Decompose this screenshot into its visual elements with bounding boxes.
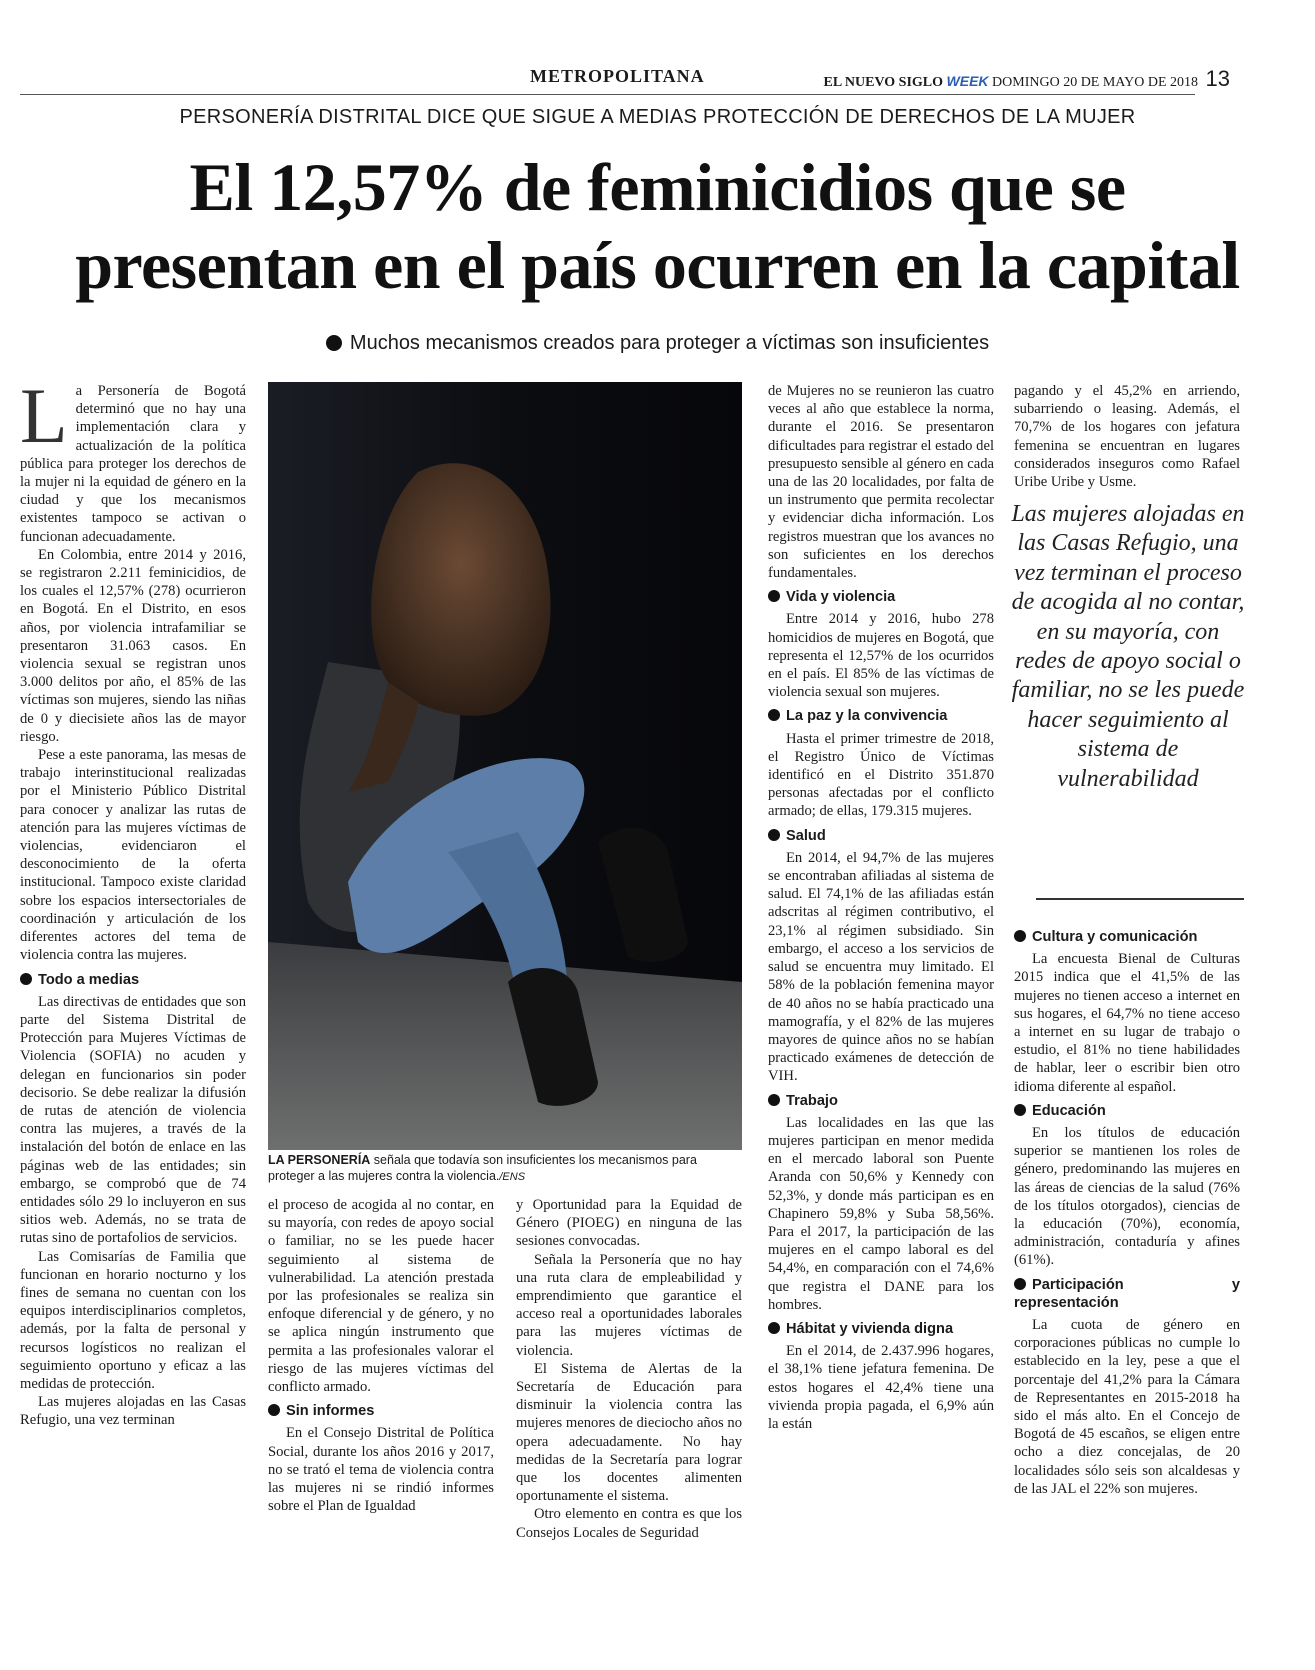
section-name: METROPOLITANA bbox=[530, 66, 705, 86]
article-paragraph: En 2014, el 94,7% de las mujeres se encontraban afiliadas al sistema de salud. El 74,1% de las afiliadas están adscritas al régimen contributivo, el 23,1% al régimen subsidiado. Sin embargo, el acceso a los servicios de salud se encuentra muy limitado. El 58% de la población femenina mayor de 40 años no se había practicado una mamografía, y el 82% de las mujeres mayores de quince años no se habían practicado exámenes de detección de VIH. bbox=[768, 849, 994, 1085]
article-paragraph: Entre 2014 y 2016, hubo 278 homicidios de mujeres en Bogotá, que representa el 12,57% de los ocurridos en el país. El 85% de las víctimas de violencia sexual son mujeres. bbox=[768, 611, 994, 701]
caption-text: señala que todavía son insuficientes los mecanismos para proteger a las mujeres contra la violencia. bbox=[268, 1153, 697, 1183]
article-paragraph: Pese a este panorama, las mesas de trabajo interinstitucional realizadas por el Ministerio Público Distrital para conocer y analizar las rutas de atención para las mujeres víctimas de violencias, evidenciaron el desconocimiento de la oferta institucional. Tampoco existe claridad sobre los espacios intersectoriales de coordinación y articulación de los diferentes actores del tema de violencia contra las mujeres. bbox=[20, 747, 246, 964]
pull-quote: Las mujeres alojadas en las Casas Refugio, una vez terminan el proceso de acogida al no contar, en su mayoría, con redes de apoyo social o familiar, no se les puede hacer seguimiento al sistema de vulnerabilidad bbox=[1011, 501, 1245, 792]
photo-caption bbox=[268, 1152, 742, 1185]
headline-line-1: El 12,57% de feminicidios que se bbox=[189, 149, 1126, 225]
bullet-icon bbox=[768, 829, 780, 841]
bullet-icon bbox=[326, 335, 342, 351]
photo-credit: /ENS bbox=[499, 1171, 526, 1183]
header-rule bbox=[20, 94, 1195, 95]
photo-illustration bbox=[268, 382, 742, 1150]
bullet-icon bbox=[1014, 1278, 1026, 1290]
article-paragraph: El Sistema de Alertas de la Secretaría de Educación para disminuir la violencia contra las mujeres menores de dieciocho años no opera adecuadamente. No hay medidas de la Secretaría para lograr que los docentes alimenten oportunamente el sistema. bbox=[516, 1360, 742, 1505]
section-heading: Salud bbox=[768, 827, 994, 845]
article-paragraph: y Oportunidad para la Equidad de Género (PIOEG) en ninguna de las sesiones convocadas. bbox=[516, 1197, 742, 1250]
headline bbox=[20, 148, 1295, 304]
bullet-icon bbox=[768, 1094, 780, 1106]
bullet-icon bbox=[1014, 930, 1026, 942]
article-paragraph: Otro elemento en contra es que los Consejos Locales de Seguridad bbox=[516, 1506, 742, 1541]
article-paragraph: La Personería de Bogotá determinó que no hay una implementación clara y actualización de la política pública para proteger los derechos de la mujer ni la equidad de género en la ciudad y que los mecanismos existentes tampoco se activan o funcionan adecuadamente. bbox=[20, 382, 246, 545]
article-paragraph: Las localidades en las que las mujeres participan en menor medida en el mercado laboral son Puente Aranda con 50,6% y Kennedy con 52,3%, y donde más participan es en Chapinero 59,8% y Suba 58,56%. Para el 2017, la participación de las mujeres en el campo laboral es del 54,4%, en comparación con el 74,6% que registra el DANE para los hombres. bbox=[768, 1114, 994, 1313]
article-column-3 bbox=[516, 1196, 742, 1636]
bullet-icon bbox=[268, 1404, 280, 1416]
kicker: PERSONERÍA DISTRITAL DICE QUE SIGUE A MEDIAS PROTECCIÓN DE DERECHOS DE LA MUJER bbox=[179, 106, 1136, 128]
bullet-icon bbox=[768, 709, 780, 721]
publication-name: EL NUEVO SIGLO bbox=[823, 75, 944, 90]
article-paragraph: La encuesta Bienal de Culturas 2015 indica que el 41,5% de las mujeres no tienen acceso a internet en sus hogares, el 64,7% no tiene acceso a internet en su lugar de trabajo o estudio, el 81% no tiene habilidades de hablar, leer o escribir bien otro idioma diferente al español. bbox=[1014, 951, 1240, 1095]
article-paragraph: La cuota de género en corporaciones públicas no cumple lo establecido en la ley, pese a que el porcentaje del 41,2% para la Cámara de Representantes en 2015-2018 ha sido el más alto. En el Concejo de Bogotá de 45 escaños, se eligen entre ocho a diez concejalas, de 20 localidades sólo seis son alcaldesas y de las JAL el 22% son mujeres. bbox=[1014, 1317, 1240, 1497]
section-heading: Participación y representación bbox=[1014, 1276, 1240, 1311]
bullet-icon bbox=[768, 1322, 780, 1334]
drop-cap: L bbox=[20, 382, 68, 459]
article-paragraph: En Colombia, entre 2014 y 2016, se registraron 2.211 feminicidios, de los cuales el 12,57% (278) ocurrieron en Bogotá. En el Distrito, en esos años, por violencia intrafamiliar se presentaron 31.063 casos. En violencia sexual se registran unos 3.000 delitos por año, el 85% de las víctimas son mujeres, siendo las niñas de 0 y diecisiete años las de mayor riesgo. bbox=[20, 546, 246, 745]
article-paragraph: el proceso de acogida al no contar, en su mayoría, con redes de apoyo social o familiar, no se les puede hacer seguimiento al sistema de vulnerabilidad. La atención prestada por las profesionales se realiza sin enfoque diferencial y de género, y no se aplica ningún instrumento que permita a las profesionales valorar el riesgo de las mujeres víctimas del conflicto armado. bbox=[268, 1197, 494, 1396]
article-paragraph: Señala la Personería que no hay una ruta clara de empleabilidad y emprendimiento que garantice el acceso real a oportunidades laborales para las mujeres víctimas de violencia. bbox=[516, 1251, 742, 1359]
article-column-4 bbox=[768, 382, 994, 1632]
section-heading: Cultura y comunicación bbox=[1014, 928, 1240, 946]
bullet-icon bbox=[20, 973, 32, 985]
pull-quote-rule bbox=[1036, 898, 1244, 900]
article-column-5-top bbox=[1014, 382, 1240, 512]
issue-date: DOMINGO 20 DE MAYO DE 2018 bbox=[992, 75, 1199, 90]
section-heading: Vida y violencia bbox=[768, 588, 994, 606]
article-paragraph: En los títulos de educación superior se mantienen los roles de género, predominando las mujeres en las áreas de ciencias de la salud (76% de los títulos otorgados), ciencias de la educación (70%), economía, administración, contaduría y afines (61%). bbox=[1014, 1125, 1240, 1269]
article-column-1 bbox=[20, 382, 246, 1632]
article-paragraph: Las mujeres alojadas en las Casas Refugio, una vez terminan bbox=[20, 1394, 246, 1429]
article-paragraph: Hasta el primer trimestre de 2018, el Registro Único de Víctimas identificó en el Distrito 351.870 personas afectadas por el conflicto armado; de ellas, 179.315 mujeres. bbox=[768, 730, 994, 820]
article-paragraph: En el Consejo Distrital de Política Social, durante los años 2016 y 2017, no se trató el tema de violencia contra las mujeres ni se rindió informes sobre el Plan de Igualdad bbox=[268, 1425, 494, 1515]
bullet-icon bbox=[768, 590, 780, 602]
section-heading: Sin informes bbox=[268, 1402, 494, 1420]
section-heading: Hábitat y vivienda digna bbox=[768, 1320, 994, 1338]
article-paragraph: En el 2014, de 2.437.996 hogares, el 38,1% tiene jefatura femenina. De estos hogares el 42,4% tiene una vivienda propia pagada, el 6,9% aún la están bbox=[768, 1343, 994, 1432]
article-photo bbox=[268, 382, 742, 1150]
article-paragraph: Las Comisarías de Familia que funcionan en horario nocturno y los fines de semana no cuentan con los equipos interdisciplinarios completos, además, por la falta de personal y recursos logísticos no realizan el seguimiento oportuno y eficaz a las medidas de protección. bbox=[20, 1248, 246, 1392]
page-number: 13 bbox=[1205, 66, 1230, 91]
section-heading: Trabajo bbox=[768, 1092, 994, 1110]
article-column-2 bbox=[268, 1196, 494, 1636]
subhead-text: Muchos mecanismos creados para proteger a víctimas son insuficientes bbox=[349, 332, 990, 354]
subhead bbox=[0, 332, 1315, 355]
section-heading: La paz y la convivencia bbox=[768, 707, 994, 725]
edition-name: WEEK bbox=[946, 73, 989, 89]
caption-lead: LA PERSONERÍA bbox=[268, 1153, 371, 1167]
section-heading: Educación bbox=[1014, 1102, 1240, 1120]
bullet-icon bbox=[1014, 1104, 1026, 1116]
article-column-5-bottom bbox=[1014, 922, 1240, 1632]
masthead bbox=[823, 66, 1230, 92]
article-paragraph: Las directivas de entidades que son parte del Sistema Distrital de Protección para Mujeres Víctimas de Violencia (SOFIA) no acuden y delegan en funcionarios sin poder decisorio. Se debe realizar la difusión de rutas de atención de violencia contra las mujeres, a través de la instalación del botón de enlace en las páginas web de las entidades; sin embargo, se comprobó que de 74 entidades sólo 29 lo incluyeron en sus sitios web. Además, no se trata de rutas sino de portafolios de servicios. bbox=[20, 993, 246, 1247]
section-heading: Todo a medias bbox=[20, 971, 246, 989]
headline-line-2: presentan en el país ocurren en la capital bbox=[75, 227, 1240, 303]
article-paragraph: pagando y el 45,2% en arriendo, subarriendo o leasing. Además, el 70,7% de los hogares con jefatura femenina se encuentran en lugares considerados inseguros como Rafael Uribe Uribe y Usme. bbox=[1014, 383, 1240, 491]
article-paragraph: de Mujeres no se reunieron las cuatro veces al año que establece la norma, durante el 2016. Se presentaron dificultades para registrar el estado del presupuesto sensible al género en cada una de las 20 localidades, por falta de un instrumento que permita recolectar y evidenciar dicha información. Los registros muestran que los avances no son suficientes en los derechos fundamentales. bbox=[768, 383, 994, 582]
